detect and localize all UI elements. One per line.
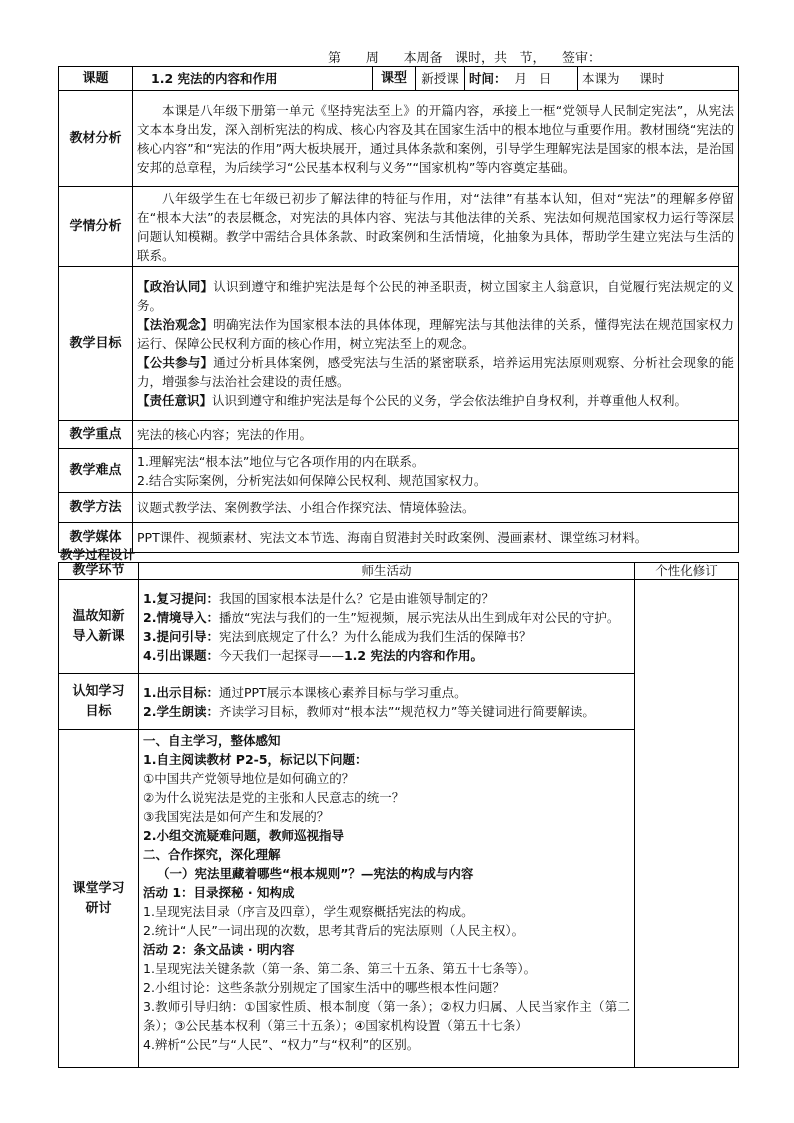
difficulties-row [59,449,739,493]
revise-column-header: 个性化修订 [635,563,739,580]
goal-text: 通过分析具体案例，感受宪法与生活的紧密联系，培养运用宪法原则观察、分析社会现象的能力，增强参与法治社会建设的责任感。 [137,355,734,389]
study-stage-label [59,730,139,1068]
study-stage-label-line1: 课堂学习 [72,880,125,896]
periods-cell [578,67,739,91]
goal-tag: 【法治观念】 [137,317,214,332]
periods-prefix: 本课为 [582,71,620,86]
review-item [143,589,630,608]
activity-step: 4.辨析“公民”与“人民”、“权力”与“权利”的区别。 [143,1037,420,1052]
process-header-row [59,563,739,580]
review-item [143,608,630,627]
goals-cell [133,267,739,421]
objective-item-head: 1.出示目标： [143,684,219,700]
key-points-row [59,421,739,449]
topic-value: 1.2 宪法的内容和作用 [133,67,373,91]
study-step: 2.小组交流疑难问题，教师巡视指导 [143,828,344,843]
activity-column-header: 师生活动 [139,563,635,580]
learner-analysis-label: 学情分析 [59,187,133,267]
goal-text: 认识到遵守和维护宪法是每个公民的义务，学会依法维护自身权利，并尊重他人权利。 [212,393,688,408]
goal-tag: 【责任意识】 [137,393,213,408]
review-item-text: 我国的国家根本法是什么？它是由谁领导制定的？ [218,590,494,606]
goals-row [59,267,739,421]
media-label: 教学媒体 [59,523,133,553]
lesson-info-table [58,66,739,553]
activity-step: 2.统计“人民”一词出现的次数，思考其背后的宪法原则（人民主权）。 [143,923,525,938]
activity-step: 1.呈现宪法关键条款（第一条、第二条、第三十五条、第五十七条等）。 [143,961,537,976]
review-item-tail: 1.2 宪法的内容和作用。 [343,647,483,663]
study-activities [139,730,635,1068]
activity-step: 1.呈现宪法目录（序言及四章），学生观察概括宪法的构成。 [143,904,474,919]
topic-label: 课题 [59,67,133,91]
header-signoff-line [328,47,601,66]
review-item-text: 播放“宪法与我们的一生”短视频，展示宪法从出生到成年对公民的守护。 [218,609,620,625]
revise-column-cell [635,580,739,1068]
goal-text: 认识到遵守和维护宪法是每个公民的神圣职责，树立国家主人翁意识，自觉履行宪法规定的义务。 [137,279,734,313]
header-review: 签审： [562,51,602,66]
time-month: 月 [514,71,527,86]
stage-column-header: 教学环节 [59,563,139,580]
objective-item-text: 齐读学习目标，教师对“根本法”“规范权力”等关键词进行简要解读。 [218,703,595,719]
header-week-suffix: 周 [365,51,379,66]
goal-item [137,353,734,391]
process-caption: 教学过程设计 [60,547,136,562]
review-activities [139,580,635,674]
section-heading: 一、自主学习，整体感知 [143,733,281,748]
review-item-head: 3.提问引导： [143,628,219,644]
review-item-text: 宪法到底规定了什么？为什么能成为我们生活的保障书？ [218,628,532,644]
study-step: 1.自主阅读教材 P2-5，标记以下问题： [143,752,368,767]
difficulty-item: 1.理解宪法“根本法”地位与它各项作用的内在联系。 [137,453,425,469]
goal-text: 明确宪法作为国家根本法的具体体现，理解宪法与其他法律的关系，懂得宪法在规范国家权力运行、保障公民权利方面的核心作用，树立宪法至上的观念。 [137,317,734,351]
type-label: 课型 [373,67,416,91]
study-question: ①中国共产党领导地位是如何确立的？ [143,771,355,786]
objectives-activities [139,674,635,730]
goal-item [137,277,734,315]
objective-item [143,702,630,721]
media-row [59,523,739,553]
difficulties-label: 教学难点 [59,449,133,493]
review-item-head: 2.情境导入： [143,609,219,625]
activity-step: 2.小组讨论：这些条款分别规定了国家生活中的哪些根本性问题？ [143,980,505,995]
review-item-text: 今天我们一起探寻—— [218,647,344,663]
time-day: 日 [538,71,552,86]
methods-label: 教学方法 [59,493,133,523]
methods-row [59,493,739,523]
study-question: ③我国宪法是如何产生和发展的？ [143,809,330,824]
review-item [143,646,630,665]
review-item-head: 1.复习提问： [143,590,219,606]
difficulties-cell [133,449,739,493]
section-heading: 二、合作探究，深化理解 [143,847,281,862]
review-stage-label-line1: 温故知新 [72,608,125,624]
key-points-text: 宪法的核心内容；宪法的作用。 [133,421,739,449]
topic-row [59,67,739,91]
review-stage-label-line2: 导入新课 [72,628,125,644]
review-item [143,627,630,646]
textbook-analysis-label: 教材分析 [59,91,133,187]
subsection-heading: （一）宪法里藏着哪些“根本规则”？—宪法的构成与内容 [157,866,474,881]
objectives-stage-label [59,674,139,730]
textbook-analysis-row [59,91,739,187]
objectives-stage-label-line1: 认知学习 [72,683,125,699]
study-question: ②为什么说宪法是党的主张和人民意志的统一？ [143,790,405,805]
goal-tag: 【公共参与】 [137,355,214,370]
activity-step: 3.教师引导归纳：①国家性质、根本制度（第一条）；②权力归属、人民当家作主（第二条）；③公民基本权利（第三十五条）；④国家机构设置（第五十七条） [143,999,630,1033]
header-week-prefix: 第 [328,51,342,66]
objective-item [143,683,630,702]
time-cell [465,67,578,91]
review-stage-label [59,580,139,674]
goal-item [137,315,734,353]
time-label: 时间： [469,71,507,86]
study-stage-label-line2: 研讨 [85,900,112,916]
goal-tag: 【政治认同】 [137,279,214,294]
activity-heading: 活动 2：条文品读 · 明内容 [143,942,295,957]
media-text: PPT课件、视频素材、宪法文本节选、海南自贸港封关时政案例、漫画素材、课堂练习材料。 [133,523,739,553]
review-item-head: 4.引出课题： [143,647,219,663]
type-value: 新授课 [416,67,465,91]
header-prep: 本周备 [403,51,443,66]
goals-label: 教学目标 [59,267,133,421]
review-row [59,580,739,674]
learner-analysis-row [59,187,739,267]
objective-item-head: 2.学生朗读： [143,703,219,719]
header-periods: 课时，共 [455,51,508,66]
activity-heading: 活动 1：目录探秘 · 知构成 [143,885,295,900]
textbook-analysis-text: 本课是八年级下册第一单元《坚持宪法至上》的开篇内容，承接上一框“党领导人民制定宪法”，从宪法文本本身出发，深入剖析宪法的构成、核心内容及其在国家生活中的根本地位与重要作用。教材围绕“宪法的核心内容”和“宪法的作用”两大板块展开，通过具体条款和案例，引导学生理解宪法是国家的根本法，是治国安邦的总章程，为后续学习“公民基本权利与义务”“国家机构”等内容奠定基础。 [133,91,739,187]
learner-analysis-text: 八年级学生在七年级已初步了解法律的特征与作用，对“法律”有基本认知，但对“宪法”的理解多停留在“根本大法”的表层概念，对宪法的具体内容、宪法与其他法律的关系、宪法如何规范国家权力运行等深层问题认知模糊。教学中需结合具体条款、时政案例和生活情境，化抽象为具体，帮助学生建立宪法与生活的联系。 [133,187,739,267]
methods-text: 议题式教学法、案例教学法、小组合作探究法、情境体验法。 [133,493,739,523]
objective-item-text: 通过PPT展示本课核心素养目标与学习重点。 [218,684,467,700]
difficulty-item: 2.结合实际案例，分析宪法如何保障公民权利、规范国家权力。 [137,472,487,488]
objectives-stage-label-line2: 目标 [85,703,112,719]
periods-suffix: 课时 [639,71,665,86]
process-table [58,562,739,1068]
goal-item [137,391,734,410]
header-sections: 节， [519,51,546,66]
key-points-label: 教学重点 [59,421,133,449]
